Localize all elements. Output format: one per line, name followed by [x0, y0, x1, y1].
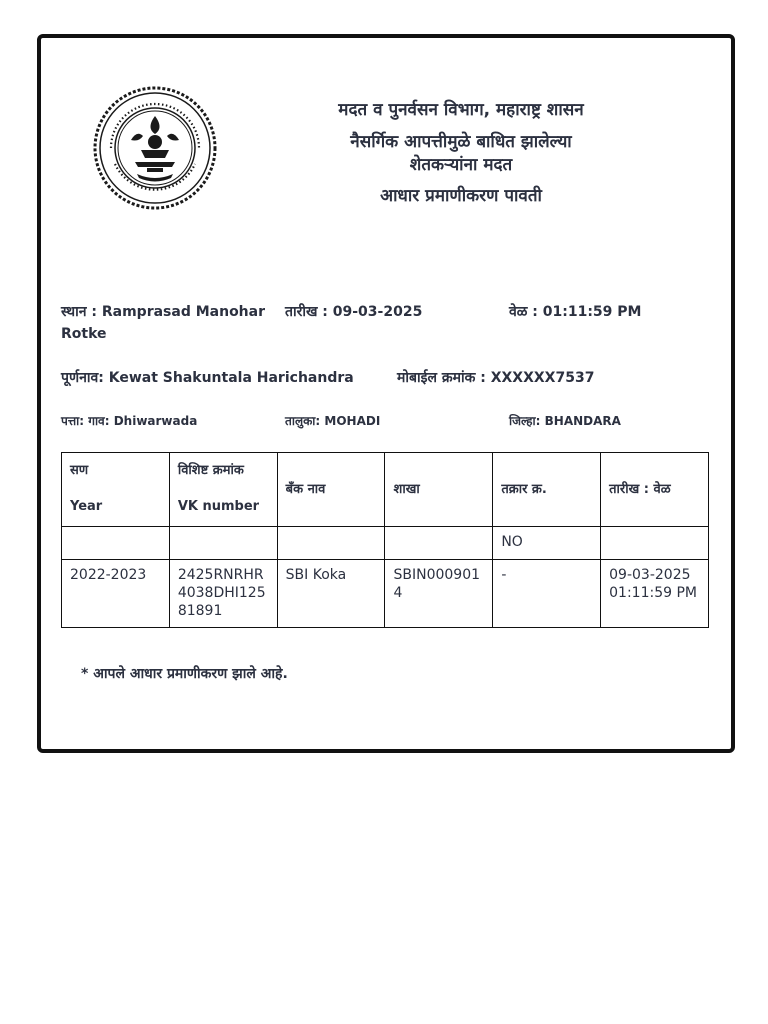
cell-year: 2022-2023	[62, 560, 170, 628]
cell-date: 09-03-2025	[609, 567, 691, 583]
mobile-field: मोबाईल क्रमांक : XXXXXX7537	[397, 370, 595, 386]
date-field: तारीख : 09-03-2025	[285, 304, 423, 320]
header-vk	[169, 453, 277, 527]
cell-datetime	[601, 560, 709, 628]
table-row	[62, 560, 709, 628]
header-vk-en: VK number	[177, 499, 260, 514]
place-field: स्थान : Ramprasad Manohar	[61, 304, 266, 320]
payment-table	[61, 452, 709, 628]
cell-complaint: -	[493, 560, 601, 628]
header-year-mr: सण	[70, 463, 89, 478]
header-bank: बँक नाव	[277, 453, 385, 527]
cell-vk	[169, 527, 277, 560]
cell-branch	[385, 527, 493, 560]
cell-bank	[277, 527, 385, 560]
authentication-note: * आपले आधार प्रमाणीकरण झाले आहे.	[81, 666, 288, 682]
document-header	[271, 98, 651, 208]
header-vk-mr: विशिष्ट क्रमांक	[177, 463, 244, 478]
cell-vk: 2425RNRHR4038DHI12581891	[169, 560, 277, 628]
department-title: मदत व पुनर्वसन विभाग, महाराष्ट्र शासन	[338, 100, 584, 120]
fullname-field: पूर्णनाव: Kewat Shakuntala Harichandra	[61, 370, 354, 386]
government-seal-icon	[91, 84, 219, 212]
scheme-title-line1: नैसर्गिक आपत्तीमुळे बाधित झालेल्या	[350, 132, 572, 152]
table-header-row	[62, 453, 709, 527]
receipt-title: आधार प्रमाणीकरण पावती	[380, 186, 542, 206]
cell-year	[62, 527, 170, 560]
header-year-en: Year	[70, 499, 103, 514]
cell-branch: SBIN0009014	[385, 560, 493, 628]
table-row	[62, 527, 709, 560]
header-branch: शाखा	[385, 453, 493, 527]
cell-time: 01:11:59 PM	[609, 585, 697, 601]
receipt-frame	[37, 34, 735, 753]
taluka-field: तालुका: MOHADI	[285, 414, 381, 428]
header-complaint: तक्रार क्र.	[493, 453, 601, 527]
header-datetime: तारीख : वेळ	[601, 453, 709, 527]
place-field-cont: Rotke	[61, 326, 107, 342]
district-field: जिल्हा: BHANDARA	[509, 414, 621, 428]
cell-complaint: NO	[493, 527, 601, 560]
cell-bank: SBI Koka	[277, 560, 385, 628]
time-field: वेळ : 01:11:59 PM	[509, 304, 642, 320]
scheme-title-line2: शेतकऱ्यांना मदत	[409, 155, 513, 175]
address-field: पत्ता: गाव: Dhiwarwada	[61, 414, 198, 428]
header-year	[62, 453, 170, 527]
cell-datetime	[601, 527, 709, 560]
